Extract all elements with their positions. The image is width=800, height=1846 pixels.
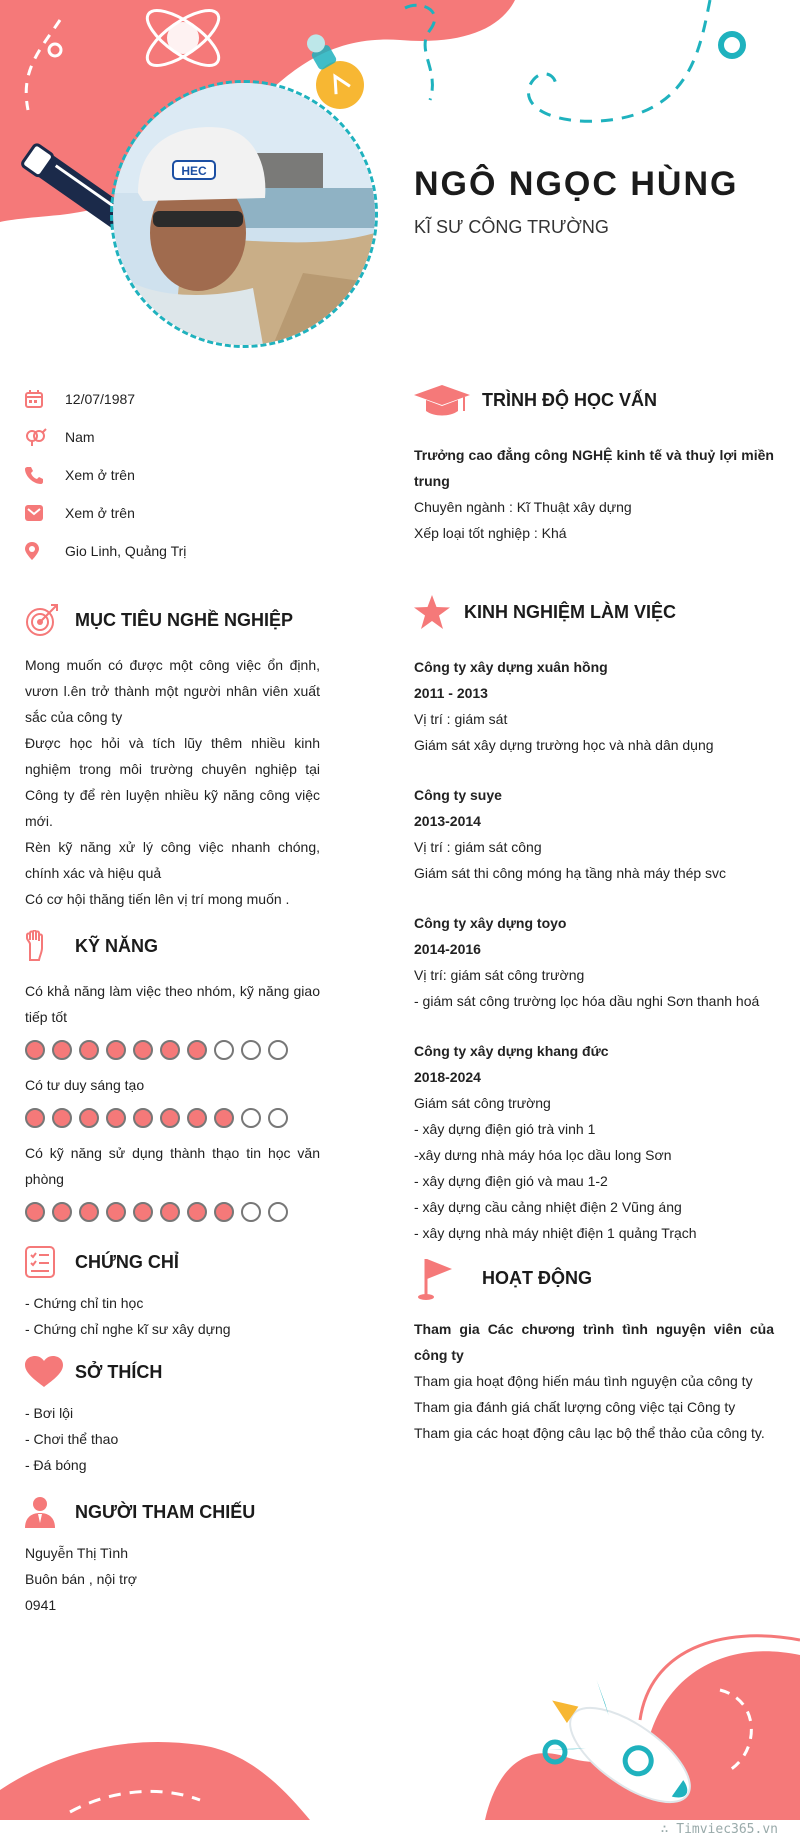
skill-name: Có khả năng làm việc theo nhóm, kỹ năng giao tiếp tốt [25, 983, 320, 1025]
activity-line: Tham gia hoạt động hiến máu tình nguyện của công ty [414, 1373, 753, 1389]
references-header [25, 1492, 320, 1532]
skill-name: Có tư duy sáng tạo [25, 1077, 145, 1093]
objective-title: MỤC TIÊU NGHỀ NGHIỆP [75, 609, 294, 630]
certificates-list [25, 1290, 320, 1342]
objective-line: Có cơ hội thăng tiến lên vị trí mong muốn . [25, 891, 290, 907]
rating-dot-filled [52, 1040, 72, 1060]
skill-name: Có kỹ năng sử dụng thành thạo tin học văn phòng [25, 1145, 320, 1187]
gender-icon [25, 428, 65, 446]
activities-details [414, 1316, 774, 1446]
job-company: Công ty xây dựng xuân hồng [414, 659, 608, 675]
experience-title: KINH NGHIỆM LÀM VIỆC [464, 601, 677, 622]
job-line: Giám sát công trường [414, 1095, 551, 1111]
rating-dot-empty [268, 1202, 288, 1222]
job-period: 2013-2014 [414, 813, 481, 829]
contact-row-email [25, 494, 320, 532]
education-school: Trưởng cao đẳng công NGHỆ kinh tế và thuỷ lợi miền trung [414, 447, 774, 489]
job-period: 2014-2016 [414, 941, 481, 957]
raised-hand-icon [25, 926, 75, 966]
candidate-name: NGÔ NGỌC HÙNG [414, 165, 739, 203]
rating-dot-empty [214, 1040, 234, 1060]
rating-dot-filled [214, 1108, 234, 1128]
rating-dot-filled [79, 1040, 99, 1060]
rating-dot-filled [25, 1202, 45, 1222]
contact-row-location [25, 532, 320, 570]
rating-dot-empty [241, 1108, 261, 1128]
job-line: - xây dựng nhà máy nhiệt điện 1 quảng Trạch [414, 1225, 697, 1241]
objective-header [25, 600, 320, 640]
phone-icon [25, 466, 65, 484]
helmet-logo: HEC [181, 164, 207, 178]
skill-rating [25, 1108, 320, 1128]
contact-gender: Nam [65, 429, 95, 445]
star-icon [414, 592, 464, 632]
job-line: - xây dựng điện gió và mau 1-2 [414, 1173, 608, 1189]
rating-dot-empty [268, 1040, 288, 1060]
rating-dot-empty [268, 1108, 288, 1128]
rating-dot-filled [25, 1108, 45, 1128]
job-line: - xây dựng điện gió trà vinh 1 [414, 1121, 596, 1137]
activity-line: Tham gia đánh giá chất lượng công việc tại Công ty [414, 1399, 736, 1415]
job-entry [414, 910, 774, 1014]
job-line: Giám sát thi công móng hạ tầng nhà máy thép svc [414, 865, 727, 881]
rating-dot-filled [187, 1108, 207, 1128]
skills-header [25, 926, 320, 966]
activity-line: Tham gia các hoạt động câu lạc bộ thể thảo của công ty. [414, 1425, 765, 1441]
job-line: Vị trí : giám sát công [414, 839, 542, 855]
job-company: Công ty xây dựng khang đức [414, 1043, 609, 1059]
job-company: Công ty suye [414, 787, 502, 803]
rating-dot-filled [79, 1202, 99, 1222]
left-column [25, 380, 320, 1618]
job-entry [414, 1038, 774, 1246]
email-icon [25, 505, 65, 521]
graduation-cap-icon [414, 380, 482, 420]
target-icon [25, 600, 75, 640]
job-line: Vị trí : giám sát [414, 711, 508, 727]
teal-ring [721, 34, 743, 56]
objective-line: Được học hỏi và tích lũy thêm nhiều kinh nghiệm trong môi trường chuyên nghiệp tại Công ty để rèn luyện nhiều kỹ năng công việc mới. [25, 735, 320, 829]
contact-row-birthday [25, 380, 320, 418]
education-major: Chuyên ngành : Kĩ Thuật xây dựng [414, 499, 632, 515]
activities-header [414, 1258, 774, 1298]
skills-title: KỸ NĂNG [75, 935, 159, 956]
rating-dot-filled [106, 1108, 126, 1128]
rating-dot-filled [133, 1202, 153, 1222]
hobbies-title: SỞ THÍCH [75, 1361, 163, 1382]
job-entry [414, 654, 774, 758]
contact-email: Xem ở trên [65, 505, 135, 521]
skill-item [25, 1140, 320, 1222]
teal-dashed-curve [528, 0, 710, 121]
rating-dot-filled [133, 1040, 153, 1060]
references-title: NGƯỜI THAM CHIẾU [75, 1501, 256, 1522]
rating-dot-filled [52, 1202, 72, 1222]
hobby-item: - Bơi lội [25, 1405, 74, 1421]
rating-dot-filled [214, 1202, 234, 1222]
job-line: - xây dựng cầu cảng nhiệt điện 2 Vũng áng [414, 1199, 682, 1215]
calendar-icon [25, 390, 65, 408]
contact-row-gender [25, 418, 320, 456]
rating-dot-filled [160, 1108, 180, 1128]
flag-icon [414, 1258, 482, 1298]
education-header [414, 380, 774, 420]
job-period: 2018-2024 [414, 1069, 481, 1085]
hobbies-list [25, 1400, 320, 1478]
contact-row-phone [25, 456, 320, 494]
rating-dot-filled [160, 1202, 180, 1222]
right-column [414, 380, 774, 1446]
education-title: TRÌNH ĐỘ HỌC VẤN [482, 389, 657, 410]
contact-location: Gio Linh, Quảng Trị [65, 543, 187, 559]
rating-dot-filled [187, 1202, 207, 1222]
rating-dot-empty [241, 1202, 261, 1222]
rating-dot-filled [106, 1202, 126, 1222]
reference-phone: 0941 [25, 1597, 57, 1613]
skill-item [25, 978, 320, 1060]
job-line: -xây dưng nhà máy hóa lọc dầu long Sơn [414, 1147, 672, 1163]
rating-dot-filled [160, 1040, 180, 1060]
rating-dot-filled [187, 1040, 207, 1060]
location-icon [25, 542, 65, 560]
experience-header [414, 592, 774, 632]
bottom-left-blob [0, 1742, 310, 1820]
person-icon [25, 1492, 75, 1532]
profile-photo [110, 80, 378, 348]
rating-dot-filled [79, 1108, 99, 1128]
certificates-title: CHỨNG CHỈ [75, 1251, 179, 1272]
hobbies-header [25, 1352, 320, 1392]
hobby-item: - Chơi thể thao [25, 1431, 119, 1447]
objective-text [25, 652, 320, 912]
certificates-header [25, 1242, 320, 1282]
checklist-icon [25, 1242, 75, 1282]
job-line: Giám sát xây dựng trường học và nhà dân dụng [414, 737, 714, 753]
job-line: - giám sát công trường lọc hóa dầu nghi Sơn thanh hoá [414, 993, 760, 1009]
contact-phone: Xem ở trên [65, 467, 135, 483]
skill-rating [25, 1202, 320, 1222]
job-line: Vị trí: giám sát công trường [414, 967, 585, 983]
candidate-job-title: KĨ SƯ CÔNG TRƯỜNG [414, 217, 609, 237]
skill-item [25, 1072, 320, 1128]
job-company: Công ty xây dựng toyo [414, 915, 567, 931]
activities-title: HOẠT ĐỘNG [482, 1267, 592, 1288]
heart-icon [25, 1352, 75, 1392]
rating-dot-filled [133, 1108, 153, 1128]
certificate-item: - Chứng chỉ tin học [25, 1295, 144, 1311]
skill-rating [25, 1040, 320, 1060]
contact-birthday: 12/07/1987 [65, 391, 136, 407]
job-period: 2011 - 2013 [414, 685, 488, 701]
rating-dot-empty [241, 1040, 261, 1060]
rating-dot-filled [25, 1040, 45, 1060]
references-list [25, 1540, 320, 1618]
education-details [414, 442, 774, 546]
activities-heading: Tham gia Các chương trình tình nguyện viên của công ty [414, 1321, 774, 1363]
certificate-item: - Chứng chỉ nghe kĩ sư xây dựng [25, 1321, 231, 1337]
objective-line: Rèn kỹ năng xử lý công việc nhanh chóng, chính xác và hiệu quả [25, 839, 320, 881]
watermark: ∴ Timviec365.vn [660, 1822, 778, 1837]
rating-dot-filled [52, 1108, 72, 1128]
education-grade: Xếp loại tốt nghiệp : Khá [414, 525, 567, 541]
rating-dot-filled [106, 1040, 126, 1060]
reference-occupation: Buôn bán , nội trợ [25, 1571, 137, 1587]
job-entry [414, 782, 774, 886]
objective-line: Mong muốn có được một công việc ổn định, vươn l.ên trở thành một người nhân viên xuất sắc của công ty [25, 657, 320, 725]
hobby-item: - Đá bóng [25, 1457, 87, 1473]
reference-name: Nguyễn Thị Tình [25, 1545, 128, 1561]
